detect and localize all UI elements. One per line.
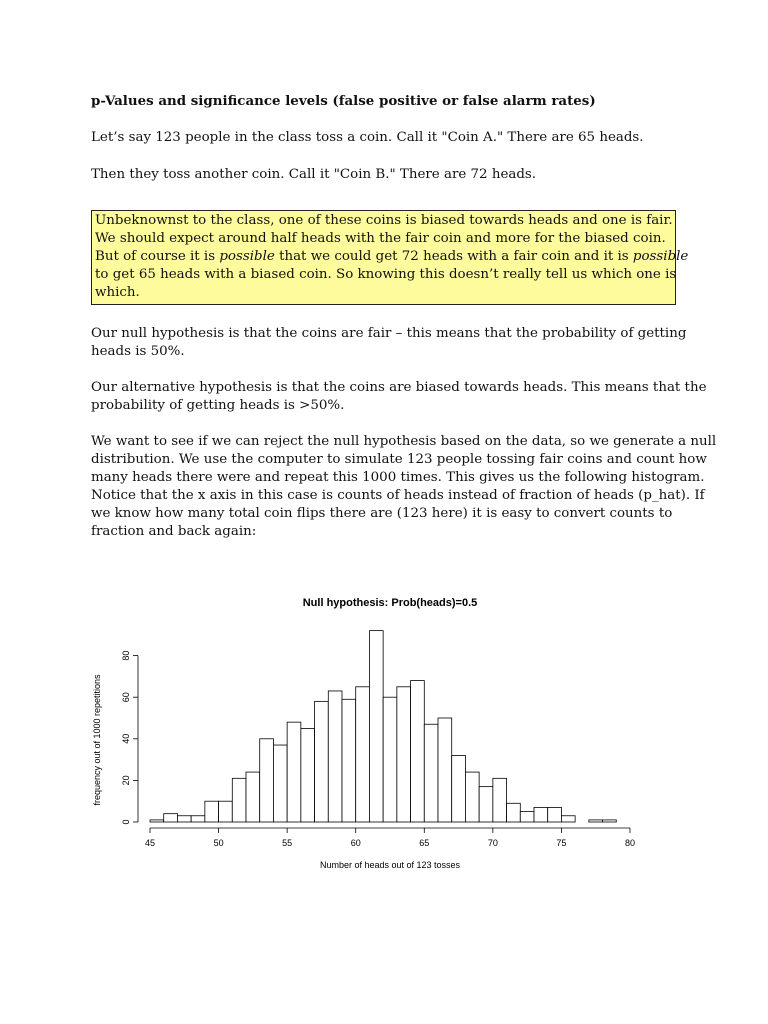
paragraph-coin-a: Let’s say 123 people in the class toss a coin. Call it "Coin A." There are 65 heads. <box>91 130 644 145</box>
x-axis-label: Number of heads out of 123 tosses <box>319 860 461 870</box>
x-tick-label: 55 <box>282 838 293 848</box>
histogram-bar <box>150 820 164 822</box>
note-line-3-emphasis-2: possible <box>632 249 689 264</box>
histogram-bar <box>164 814 178 822</box>
y-tick-label: 80 <box>121 650 131 661</box>
null-dist-line-5: we know how many total coin flips there are (123 here) it is easy to convert counts to <box>91 506 673 521</box>
histogram-bar <box>411 681 425 822</box>
note-line-5: which. <box>95 285 140 300</box>
null-hyp-line-2: heads is 50%. <box>91 344 185 359</box>
x-tick-label: 75 <box>556 838 567 848</box>
alt-hyp-line-1: Our alternative hypothesis is that the coins are biased towards heads. This means that the <box>91 380 707 395</box>
histogram-bar <box>315 701 329 822</box>
histogram-bar <box>356 687 370 822</box>
null-dist-line-6: fraction and back again: <box>91 524 257 539</box>
null-dist-line-3: many heads there were and repeat this 1000 times. This gives us the following histogram. <box>91 470 705 485</box>
histogram-bar <box>273 745 287 822</box>
paragraph-null-distribution <box>91 433 716 541</box>
histogram-bar <box>465 772 479 822</box>
histogram-bar <box>219 801 233 822</box>
note-line-2: We should expect around half heads with the fair coin and more for the biased coin. <box>95 231 666 246</box>
histogram-chart <box>85 580 665 880</box>
x-tick-label: 50 <box>213 838 224 848</box>
note-line-3 <box>95 248 689 266</box>
histogram-bar <box>603 820 617 822</box>
note-line-1: Unbeknownst to the class, one of these coins is biased towards heads and one is fair. <box>95 213 673 228</box>
note-line-3-c: that we could get 72 heads with a fair coin and it is <box>274 249 633 264</box>
x-tick-label: 45 <box>144 838 156 848</box>
paragraph-alternative-hypothesis <box>91 379 707 415</box>
histogram-bar <box>493 778 507 822</box>
y-tick-label: 40 <box>121 733 131 744</box>
histogram-bar <box>328 691 342 822</box>
null-hyp-line-1: Our null hypothesis is that the coins are fair – this means that the probability of getting <box>91 326 687 341</box>
histogram-bar <box>369 631 383 822</box>
null-dist-line-2: distribution. We use the computer to simulate 123 people tossing fair coins and count how <box>91 452 707 467</box>
histogram-bar <box>301 728 315 822</box>
y-axis-label: frequency out of 1000 repetitions <box>92 674 102 806</box>
note-line-4: to get 65 heads with a biased coin. So knowing this doesn’t really tell us which one is <box>95 267 677 282</box>
histogram-bar <box>589 820 603 822</box>
y-tick-label: 20 <box>121 775 131 786</box>
histogram-bar <box>342 699 356 822</box>
note-line-3-emphasis-1: possible <box>219 249 275 264</box>
histogram-bar <box>232 778 246 822</box>
y-tick-label: 0 <box>121 819 131 825</box>
histogram-bar <box>479 787 493 822</box>
histogram-bar <box>561 816 575 822</box>
histogram-bar <box>548 807 562 822</box>
histogram-bar <box>438 718 452 822</box>
paragraph-null-hypothesis <box>91 325 686 361</box>
highlighted-note-box <box>91 210 689 305</box>
note-line-3-a: But of course it is <box>95 249 220 264</box>
null-dist-line-4: Notice that the x axis in this case is counts of heads instead of fraction of heads (p_hat). If <box>91 488 705 503</box>
chart-title: Null hypothesis: Prob(heads)=0.5 <box>302 597 478 609</box>
histogram-bar <box>452 755 466 822</box>
x-tick-label: 80 <box>624 838 636 848</box>
histogram-bar <box>177 816 191 822</box>
histogram-bar <box>260 739 274 822</box>
histogram-bar <box>424 724 438 822</box>
null-dist-line-1: We want to see if we can reject the null hypothesis based on the data, so we generate a null <box>91 434 717 449</box>
document-heading: p-Values and significance levels (false positive or false alarm rates) <box>91 93 596 109</box>
histogram-bar <box>191 816 205 822</box>
paragraph-coin-b: Then they toss another coin. Call it "Coin B." There are 72 heads. <box>91 167 537 182</box>
histogram-bar <box>246 772 260 822</box>
y-axis <box>121 651 138 825</box>
x-axis <box>145 828 635 848</box>
histogram-bars <box>150 631 616 822</box>
histogram-bar <box>534 807 548 822</box>
y-tick-label: 60 <box>121 692 131 703</box>
histogram-bar <box>520 812 534 822</box>
histogram-bar <box>205 801 219 822</box>
x-tick-label: 65 <box>419 838 430 848</box>
x-tick-label: 70 <box>487 838 498 848</box>
x-tick-label: 60 <box>350 838 361 848</box>
histogram-bar <box>397 687 411 822</box>
alt-hyp-line-2: probability of getting heads is >50%. <box>91 398 345 413</box>
histogram-bar <box>383 697 397 822</box>
histogram-bar <box>507 803 521 822</box>
histogram-bar <box>287 722 301 822</box>
